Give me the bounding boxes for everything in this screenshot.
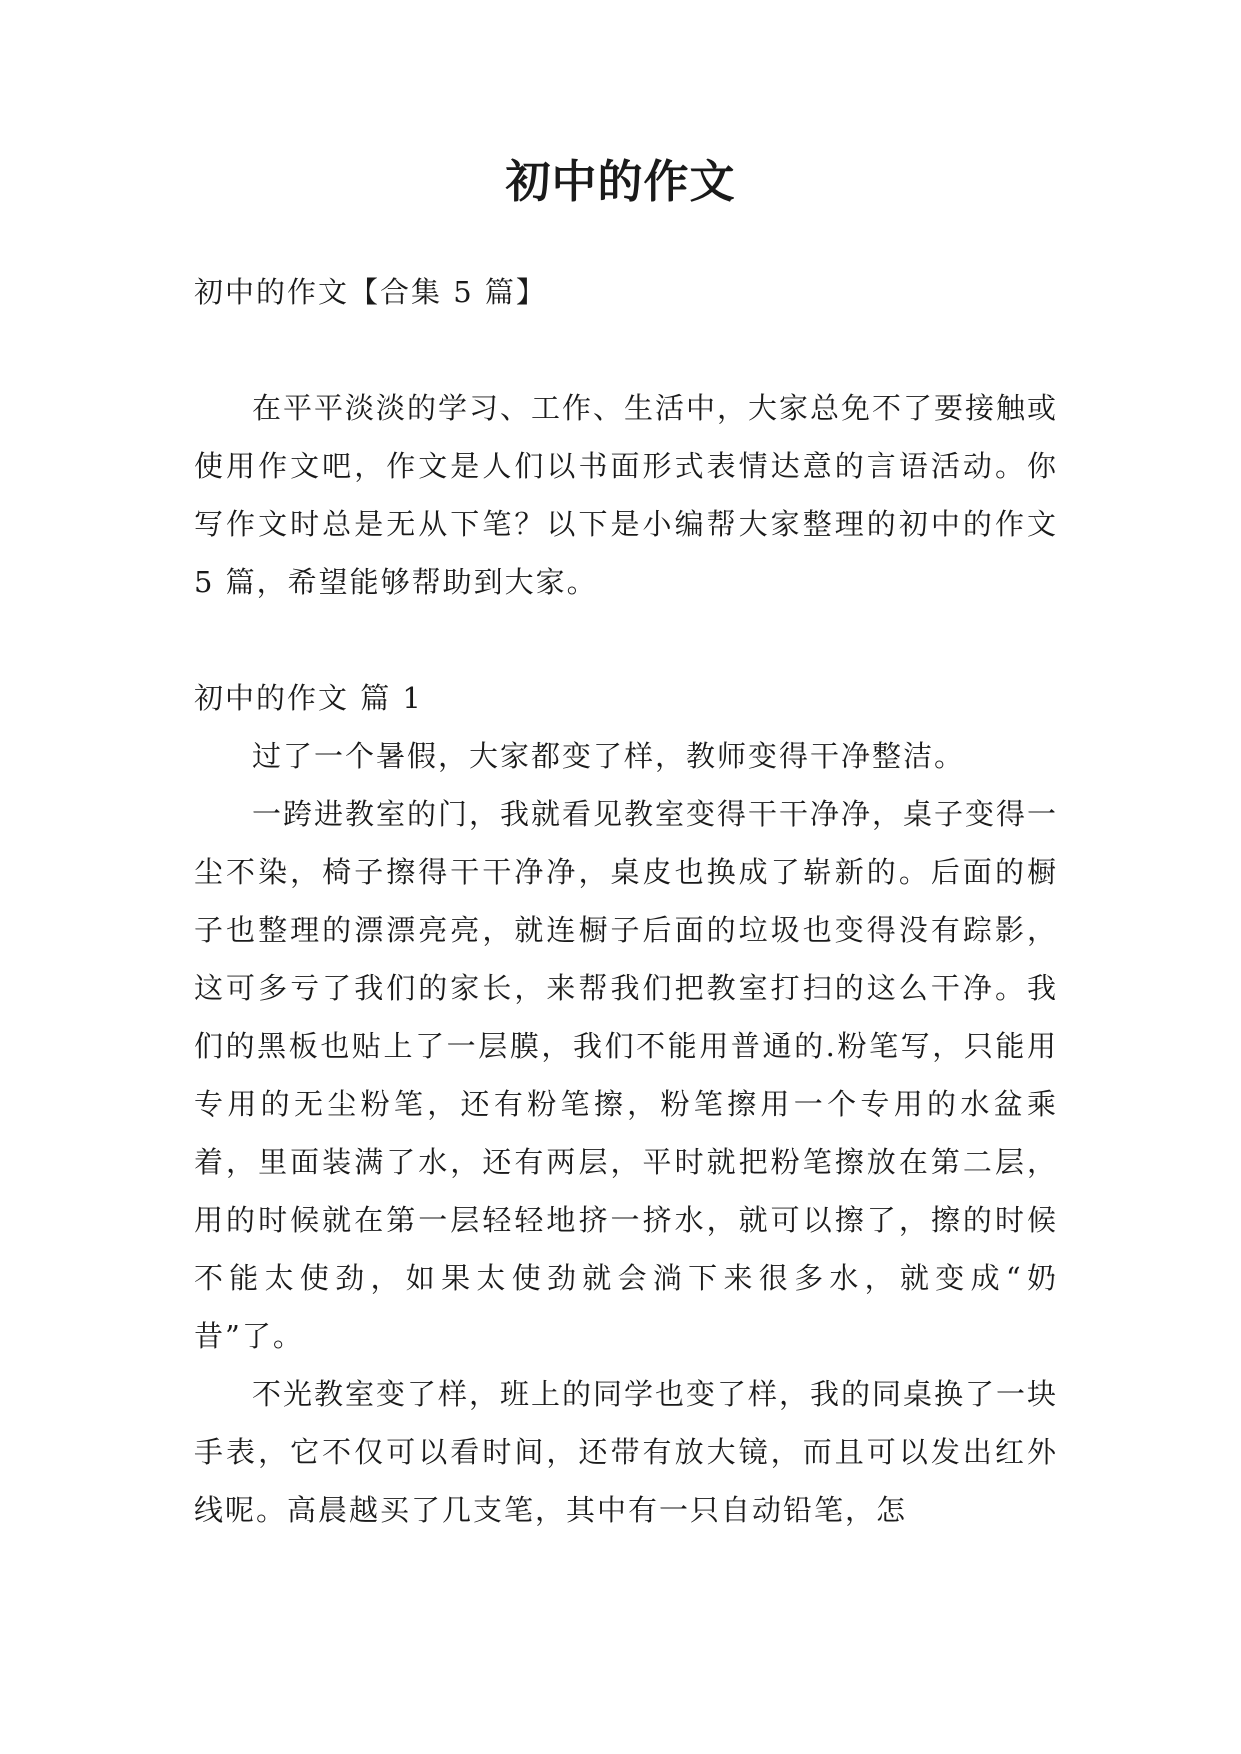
body-paragraph: 一跨进教室的门，我就看见教室变得干干净净，桌子变得一尘不染，椅子擦得干干净净，桌皮也换成了崭新的。后面的橱子也整理的漂漂亮亮，就连橱子后面的垃圾也变得没有踪影，这可多亏了我们的家长，来帮我们把教室打扫的这么干净。我们的黑板也贴上了一层膜，我们不能用普通的.粉笔写，只能用专用的无尘粉笔，还有粉笔擦，粉笔擦用一个专用的水盆乘着，里面装满了水，还有两层，平时就把粉笔擦放在第二层，用的时候就在第一层轻轻地挤一挤水，就可以擦了，擦的时候不能太使劲，如果太使劲就会淌下来很多水，就变成“奶昔”了。 bbox=[194, 797, 1059, 1353]
body-paragraph: 过了一个暑假，大家都变了样，教师变得干净整洁。 bbox=[252, 739, 966, 773]
document-title: 初中的作文 bbox=[505, 155, 736, 208]
section-heading: 初中的作文 篇 1 bbox=[194, 681, 423, 715]
document-subtitle: 初中的作文【合集 5 篇】 bbox=[194, 275, 547, 309]
body-paragraph: 不光教室变了样，班上的同学也变了样，我的同桌换了一块手表，它不仅可以看时间，还带有放大镜，而且可以发出红外线呢。高晨越买了几支笔，其中有一只自动铅笔，怎 bbox=[194, 1377, 1059, 1527]
document-body bbox=[194, 263, 1058, 1539]
intro-paragraph: 在平平淡淡的学习、工作、生活中，大家总免不了要接触或使用作文吧，作文是人们以书面形式表情达意的言语活动。你写作文时总是无从下笔？以下是小编帮大家整理的初中的作文 5 篇，希望能够帮助到大家。 bbox=[194, 391, 1059, 599]
